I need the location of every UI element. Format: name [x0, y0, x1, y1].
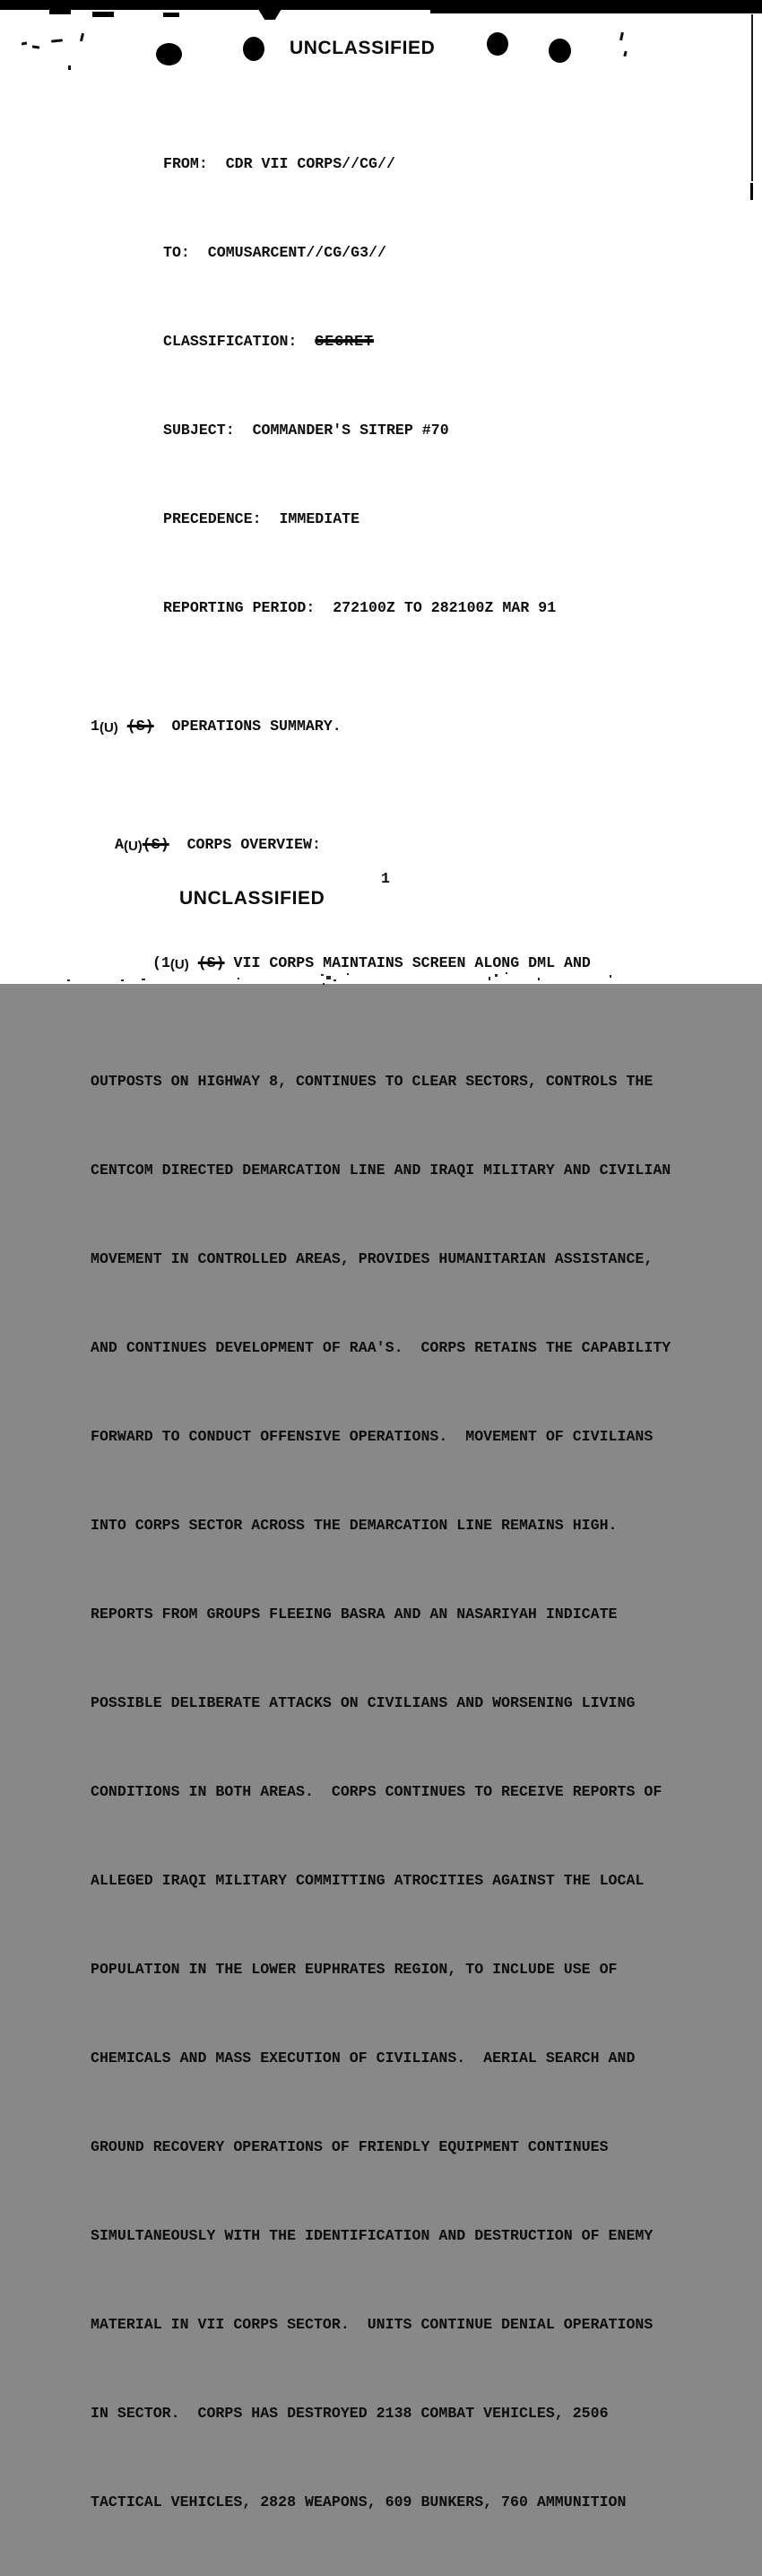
message-header-line-from: FROM: CDR VII CORPS//CG// — [163, 155, 395, 172]
section-operations-summary — [91, 711, 718, 741]
body-line: POSSIBLE DELIBERATE ATTACKS ON CIVILIANS AND WORSENING LIVING — [91, 1694, 636, 1711]
paragraph-1-first-line — [91, 948, 718, 978]
scan-artifact-smudge — [163, 13, 179, 17]
spacer — [189, 954, 198, 971]
pen-mark — [623, 51, 627, 57]
message-header-line-precedence: PRECEDENCE: IMMEDIATE — [163, 510, 360, 527]
body-line: FORWARD TO CONDUCT OFFENSIVE OPERATIONS. MOVEMENT OF CIVILIANS — [91, 1428, 654, 1445]
u-stamp: (U) — [99, 719, 118, 735]
pen-mark — [80, 33, 84, 41]
hole-punch-dot — [243, 37, 264, 61]
pen-mark — [51, 39, 63, 42]
classification-banner-top: UNCLASSIFIED — [290, 38, 436, 58]
section-title: OPERATIONS SUMMARY. — [153, 718, 342, 735]
body-line: MATERIAL IN VII CORPS SECTOR. UNITS CONTINUE DENIAL OPERATIONS — [91, 2316, 654, 2333]
pen-mark — [68, 65, 71, 70]
body-line: GROUND RECOVERY OPERATIONS OF FRIENDLY EQUIPMENT CONTINUES — [91, 2138, 609, 2155]
body-line: INTO CORPS SECTOR ACROSS THE DEMARCATION LINE REMAINS HIGH. — [91, 1517, 618, 1534]
message-header-line-reporting-period: REPORTING PERIOD: 272100Z TO 282100Z MAR 91 — [163, 599, 557, 616]
margin-tick-mark — [750, 183, 753, 200]
body-line: POPULATION IN THE LOWER EUPHRATES REGION, TO INCLUDE USE OF — [91, 1961, 618, 1978]
scan-artifact-right-edge-line — [751, 14, 753, 181]
struck-s-marking: (S) — [126, 718, 154, 735]
body-line: REPORTS FROM GROUPS FLEEING BASRA AND AN NASARIYAH INDICATE — [91, 1606, 618, 1623]
pen-mark — [619, 32, 624, 40]
pen-mark — [22, 41, 27, 45]
message-header-line-subject: SUBJECT: COMMANDER'S SITREP #70 — [163, 422, 449, 439]
body-line: OUTPOSTS ON HIGHWAY 8, CONTINUES TO CLEAR SECTORS, CONTROLS THE — [91, 1073, 654, 1090]
classification-label: CLASSIFICATION: — [163, 333, 316, 350]
scan-artifact-smudge — [49, 10, 71, 14]
message-header-line-to: TO: COMUSARCENT//CG/G3// — [163, 244, 386, 261]
page-number: 1 — [381, 870, 390, 887]
hole-punch-dot — [549, 39, 571, 63]
hole-punch-dot — [156, 43, 182, 65]
body-line: AND CONTINUES DEVELOPMENT OF RAA'S. CORPS RETAINS THE CAPABILITY — [91, 1339, 671, 1356]
classification-banner-bottom: UNCLASSIFIED — [179, 888, 325, 909]
spacer — [118, 718, 127, 735]
scan-artifact-smudge — [92, 12, 114, 17]
paragraph-text: VII CORPS MAINTAINS SCREEN ALONG DML AND — [224, 954, 591, 971]
body-line: CENTCOM DIRECTED DEMARCATION LINE AND IRAQI MILITARY AND CIVILIAN — [91, 1162, 671, 1179]
body-line: IN SECTOR. CORPS HAS DESTROYED 2138 COMBAT VEHICLES, 2506 — [91, 2405, 609, 2422]
struck-classification-secret: SECRET — [315, 333, 375, 350]
document-body — [91, 90, 718, 2576]
body-line: CONDITIONS IN BOTH AREAS. CORPS CONTINUES TO RECEIVE REPORTS OF — [91, 1783, 662, 1800]
scan-artifact-top-bar-right — [430, 4, 762, 13]
hole-punch-dot — [487, 32, 508, 56]
section-title: CORPS OVERVIEW: — [169, 836, 321, 853]
body-line: SIMULTANEOUSLY WITH THE IDENTIFICATION AND DESTRUCTION OF ENEMY — [91, 2227, 654, 2244]
body-line: MOVEMENT IN CONTROLLED AREAS, PROVIDES HUMANITARIAN ASSISTANCE, — [91, 1250, 654, 1267]
pen-mark — [32, 45, 39, 48]
body-line: ALLEGED IRAQI MILITARY COMMITTING ATROCITIES AGAINST THE LOCAL — [91, 1872, 645, 1889]
body-line: CHEMICALS AND MASS EXECUTION OF CIVILIANS. AERIAL SEARCH AND — [91, 2049, 636, 2067]
section-corps-overview — [91, 830, 718, 859]
message-header-line-classification — [91, 326, 718, 356]
scan-artifact-notch — [258, 9, 281, 20]
struck-s-marking: (S) — [142, 836, 169, 853]
paragraph-number: (1 — [152, 954, 170, 971]
u-stamp: (U) — [169, 956, 189, 972]
section-number: 1 — [91, 718, 100, 735]
body-line: TACTICAL VEHICLES, 2828 WEAPONS, 609 BUNKERS, 760 AMMUNITION — [91, 2493, 627, 2511]
u-stamp: (U) — [123, 838, 143, 854]
struck-s-marking: (S) — [197, 954, 225, 971]
section-letter: A — [115, 836, 124, 853]
